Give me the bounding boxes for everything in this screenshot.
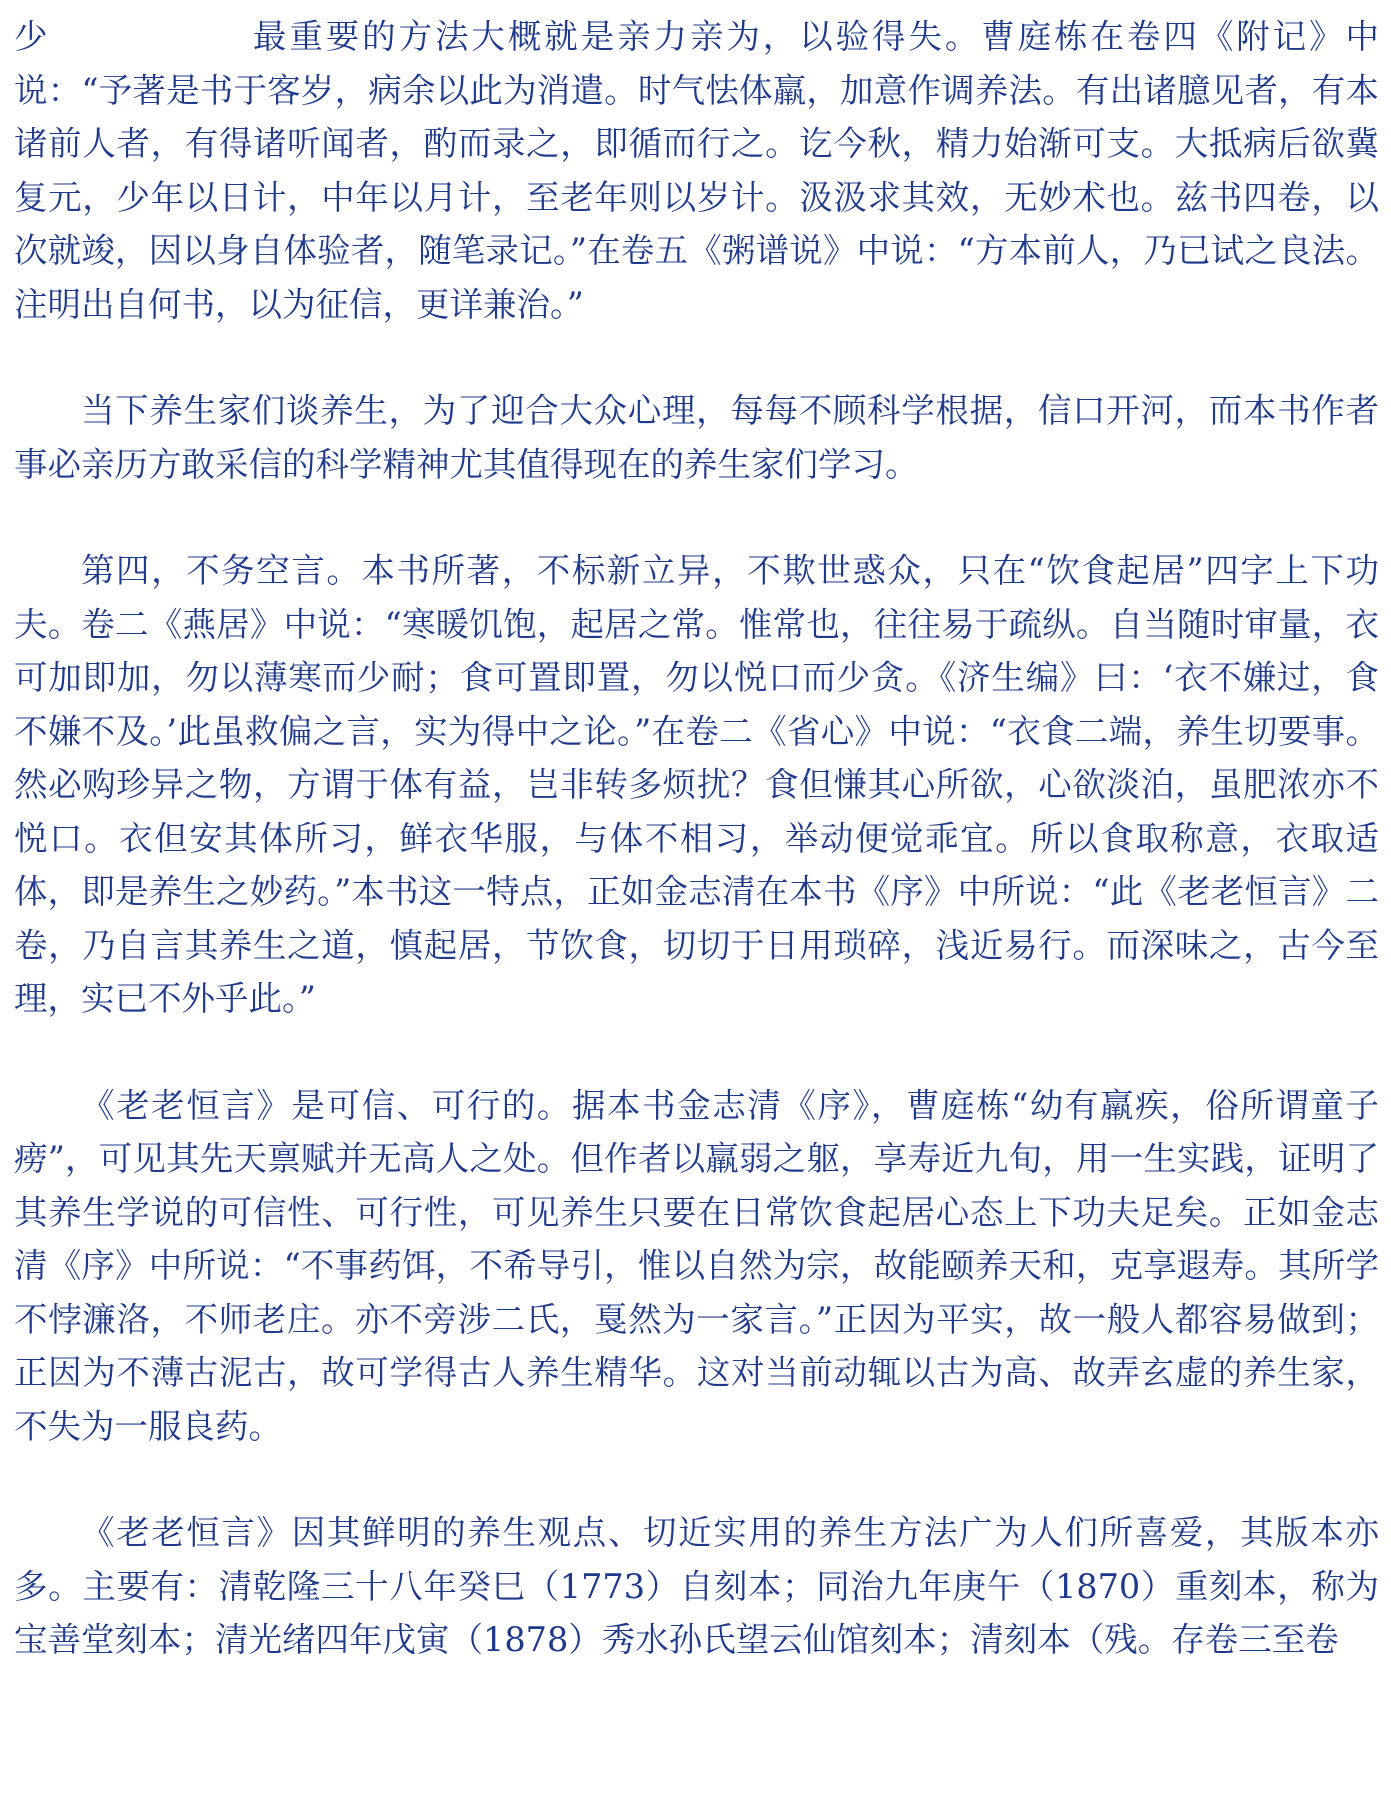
paragraph-modern-critique: 当下养生家们谈养生，为了迎合大众心理，每每不顾科学根据，信口开河，而本书作者事必亲历方敢采信的科学精神尤其值得现在的养生家们学习。 (14, 391, 1379, 484)
leading-fragment: 少 (14, 17, 48, 56)
document-page (14, 10, 1379, 1667)
paragraph-no-empty-words: 第四，不务空言。本书所著，不标新立异，不欺世惑众，只在“饮食起居”四字上下功夫。卷二《燕居》中说：“寒暖饥饱，起居之常。惟常也，往往易于疏纵。自当随时审量，衣可加即加，勿以薄寒而少耐；食可置即置，勿以悦口而少贪。《济生编》曰：‘衣不嫌过，食不嫌不及。’此虽救偏之言，实为得中之论。”在卷二《省心》中说：“衣食二端，养生切要事。然必购珍异之物，方谓于体有益，岂非转多烦扰？食但慊其心所欲，心欲淡泊，虽肥浓亦不悦口。衣但安其体所习，鲜衣华服，与体不相习，举动便觉乖宜。所以食取称意，衣取适体，即是养生之妙药。”本书这一特点，正如金志清在本书《序》中所说：“此《老老恒言》二卷，乃自言其养生之道，慎起居，节饮食，切切于日用琐碎，浅近易行。而深味之，古今至理，实已不外乎此。” (14, 551, 1379, 1018)
paragraph-method (14, 10, 1379, 331)
paragraph-editions: 《老老恒言》因其鲜明的养生观点、切近实用的养生方法广为人们所喜爱，其版本亦多。主要有：清乾隆三十八年癸巳（1773）自刻本；同治九年庚午（1870）重刻本，称为宝善堂刻本；清光绪四年戊寅（1878）秀水孙氏望云仙馆刻本；清刻本（残。存卷三至卷 (14, 1513, 1379, 1659)
paragraph-method-text: 最重要的方法大概就是亲力亲为，以验得失。曹庭栋在卷四《附记》中说：“予著是书于客岁，病余以此为消遣。时气怯体羸，加意作调养法。有出诸臆见者，有本诸前人者，有得诸听闻者，酌而录之，即循而行之。讫今秋，精力始渐可支。大抵病后欲冀复元，少年以日计，中年以月计，至老年则以岁计。汲汲求其效，无妙术也。兹书四卷，以次就竣，因以身自体验者，随笔录记。”在卷五《粥谱说》中说：“方本前人，乃已试之良法。注明出自何书，以为征信，更详兼治。” (14, 17, 1379, 324)
paragraph-credible-practical: 《老老恒言》是可信、可行的。据本书金志清《序》，曹庭栋“幼有羸疾，俗所谓童子痨”，可见其先天禀赋并无高人之处。但作者以羸弱之躯，享寿近九旬，用一生实践，证明了其养生学说的可信性、可行性，可见养生只要在日常饮食起居心态上下功夫足矣。正如金志清《序》中所说：“不事药饵，不希导引，惟以自然为宗，故能颐养天和，克享遐寿。其所学不悖濂洛，不师老庄。亦不旁涉二氏，戛然为一家言。”正因为平实，故一般人都容易做到；正因为不薄古泥古，故可学得古人养生精华。这对当前动辄以古为高、故弄玄虚的养生家，不失为一服良药。 (14, 1085, 1379, 1446)
